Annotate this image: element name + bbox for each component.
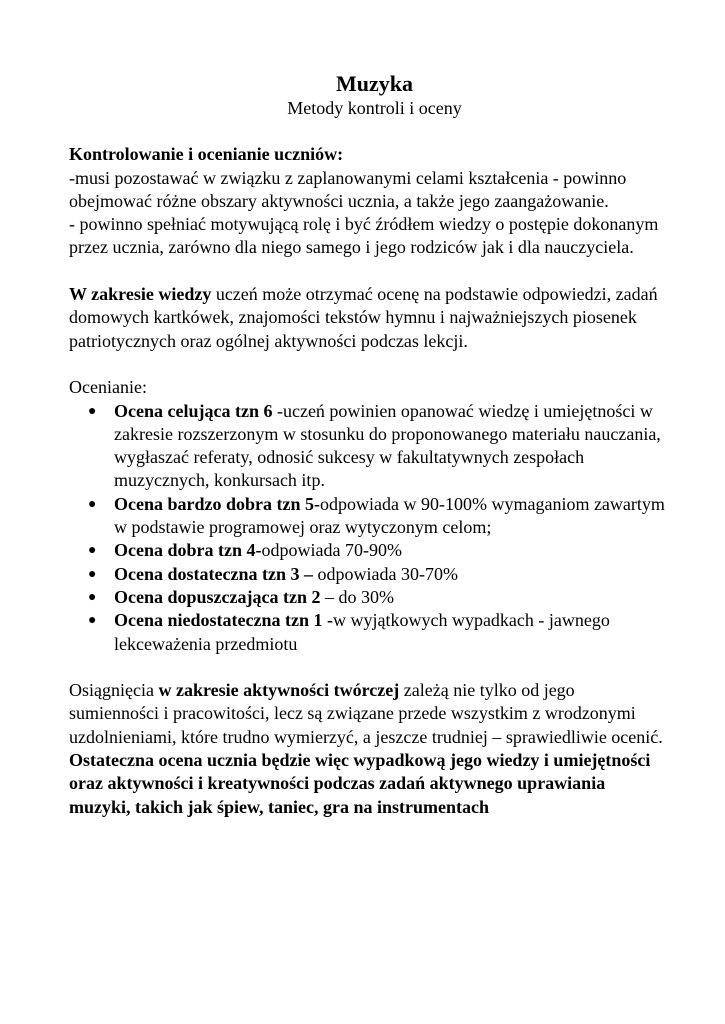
grading-label: Ocenianie:: [69, 377, 147, 398]
grade-name: Ocena dostateczna tzn 3 –: [114, 563, 313, 584]
grade-item-5: [69, 493, 669, 540]
bullet-icon: ●: [88, 403, 97, 419]
creative-bold: w zakresie aktywności twórczej: [158, 680, 400, 701]
page-title: Muzyka: [336, 71, 413, 96]
grades-list: [69, 400, 669, 656]
bullet-icon: ●: [88, 613, 97, 629]
grade-name: Ocena niedostateczna tzn 1 -: [114, 610, 333, 631]
control-point-1: -musi pozostawać w związku z zaplanowanymi celami kształcenia - powinno obejmować różne obszary aktywności ucznia, a także jego zaangażowanie.: [69, 167, 627, 211]
spacer: [69, 353, 669, 376]
creative-paragraph: [69, 679, 669, 749]
spacer: [69, 260, 669, 283]
knowledge-text: uczeń może otrzymać ocenę na podstawie odpowiedzi, zadań domowych kartkówek, znajomości tekstów hymnu i najważniejszych piosenek patriotycznych oraz ogólnej aktywności podczas lekcji.: [69, 284, 658, 351]
conclusion-text: Ostateczna ocena ucznia będzie więc wypadkową jego wiedzy i umiejętności oraz aktywności i kreatywności podczas zadań aktywnego uprawiania muzyki, takich jak śpiew, taniec, gra na instrumentach: [69, 750, 651, 817]
bullet-icon: ●: [88, 496, 97, 512]
conclusion-paragraph: [69, 749, 669, 819]
bullet-icon: ●: [88, 589, 97, 605]
grade-description: odpowiada 30-70%: [312, 563, 458, 584]
grade-description: – do 30%: [320, 586, 394, 607]
spacer: [69, 656, 669, 679]
bullet-icon: ●: [88, 566, 97, 582]
grade-item-1: [69, 609, 669, 656]
control-heading: [69, 143, 669, 166]
grade-description: w wyjątkowych wypadkach - jawnego lekceważenia przedmiotu: [114, 610, 610, 654]
creative-text-before: Osiągnięcia: [69, 680, 159, 701]
grade-description: -uczeń powinien opanować wiedzę i umiejętności w zakresie rozszerzonym w stosunku do proponowanego materiału nauczania, wygłaszać referaty, odnosić sukcesy w fakultatywnych zespołach muzycznych, konkursach itp.: [114, 400, 661, 491]
grade-name: Ocena dopuszczająca tzn 2: [114, 586, 321, 607]
control-heading-text: Kontrolowanie i ocenianie uczniów:: [69, 144, 344, 165]
creative-text-after: zależą nie tylko od jego sumienności i pracowitości, lecz są związane przede wszystkim z wrodzonymi uzdolnieniami, które trudno wymierzyć, a jeszcze trudniej – sprawiedliwie ocenić.: [69, 680, 663, 747]
control-point-2: - powinno spełniać motywującą rolę i być źródłem wiedzy o postępie dokonanym przez ucznia, zarówno dla niego samego i jego rodziców jak i dla nauczyciela.: [69, 214, 659, 258]
bullet-icon: ●: [88, 543, 97, 559]
page-subtitle: Metody kontroli i oceny: [287, 98, 462, 118]
grade-name: Ocena celująca tzn 6: [114, 400, 273, 421]
grade-name: Ocena bardzo dobra tzn 5-: [114, 493, 320, 514]
grade-name: Ocena dobra tzn 4-: [114, 540, 262, 561]
grade-item-4: [69, 539, 669, 562]
document-page: [69, 70, 669, 819]
grade-item-6: [69, 400, 669, 493]
knowledge-paragraph: [69, 283, 669, 353]
grade-description: odpowiada w 90-100% wymaganiom zawartym w podstawie programowej oraz wytyczonym celom;: [114, 493, 665, 538]
grade-item-3: [69, 563, 669, 586]
grade-description: odpowiada 70-90%: [261, 540, 402, 561]
grade-item-2: [69, 586, 669, 609]
knowledge-bold: W zakresie wiedzy: [69, 284, 212, 305]
